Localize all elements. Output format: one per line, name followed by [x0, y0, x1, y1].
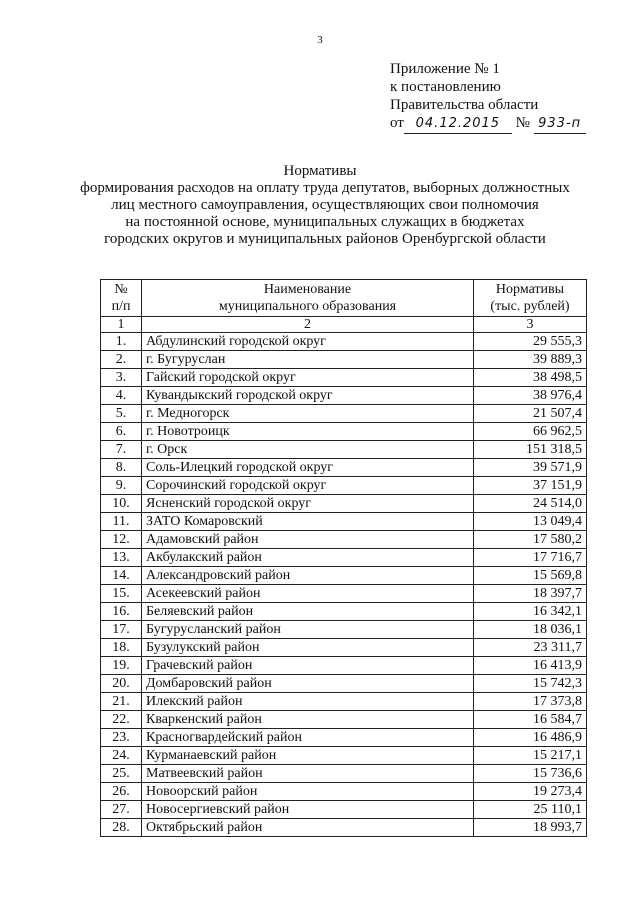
- row-number: 10.: [101, 495, 142, 513]
- row-number: 4.: [101, 387, 142, 405]
- row-value: 37 151,9: [474, 477, 587, 495]
- row-name: Октябрьский район: [142, 819, 474, 837]
- table-row: [101, 621, 587, 639]
- row-number: 16.: [101, 603, 142, 621]
- subtitle-line: на постоянной основе, муниципальных служащих в бюджетах: [125, 214, 525, 230]
- row-value: 16 486,9: [474, 729, 587, 747]
- row-value: 19 273,4: [474, 783, 587, 801]
- row-name: Гайский городской округ: [142, 369, 474, 387]
- row-number: 1.: [101, 333, 142, 351]
- table-row: [101, 531, 587, 549]
- table-row: [101, 459, 587, 477]
- row-name: Соль-Илецкий городской округ: [142, 459, 474, 477]
- row-value: 66 962,5: [474, 423, 587, 441]
- row-name: Новоорский район: [142, 783, 474, 801]
- table-row: [101, 675, 587, 693]
- row-value: 15 217,1: [474, 747, 587, 765]
- row-value: 39 571,9: [474, 459, 587, 477]
- row-name: Акбулакский район: [142, 549, 474, 567]
- row-number: 5.: [101, 405, 142, 423]
- row-value: 18 036,1: [474, 621, 587, 639]
- row-value: 29 555,3: [474, 333, 587, 351]
- row-value: 15 736,6: [474, 765, 587, 783]
- row-number: 13.: [101, 549, 142, 567]
- row-name: г. Медногорск: [142, 405, 474, 423]
- table-row: [101, 333, 587, 351]
- table-row: [101, 585, 587, 603]
- row-number: 2.: [101, 351, 142, 369]
- row-name: Кваркенский район: [142, 711, 474, 729]
- row-name: Беляевский район: [142, 603, 474, 621]
- row-number: 24.: [101, 747, 142, 765]
- row-name: Новосергиевский район: [142, 801, 474, 819]
- header-num: [101, 280, 142, 317]
- row-number: 3.: [101, 369, 142, 387]
- row-name: Александровский район: [142, 567, 474, 585]
- page-number: 3: [317, 34, 323, 46]
- row-number: 17.: [101, 621, 142, 639]
- row-number: 22.: [101, 711, 142, 729]
- table-row: [101, 801, 587, 819]
- row-value: 38 976,4: [474, 387, 587, 405]
- document-subtitle: [60, 180, 590, 248]
- row-name: Курманаевский район: [142, 747, 474, 765]
- row-value: 23 311,7: [474, 639, 587, 657]
- appendix-title: Приложение № 1: [390, 61, 500, 77]
- header-value-line2: (тыс. рублей): [490, 299, 570, 314]
- appendix-authority: Правительства области: [390, 97, 539, 113]
- row-value: 16 413,9: [474, 657, 587, 675]
- row-value: 24 514,0: [474, 495, 587, 513]
- row-name: г. Бугуруслан: [142, 351, 474, 369]
- row-name: Илекский район: [142, 693, 474, 711]
- row-name: Домбаровский район: [142, 675, 474, 693]
- table-row: [101, 351, 587, 369]
- row-number: 28.: [101, 819, 142, 837]
- table-row: [101, 495, 587, 513]
- row-number: 15.: [101, 585, 142, 603]
- table-row: [101, 783, 587, 801]
- row-value: 25 110,1: [474, 801, 587, 819]
- row-name: Адамовский район: [142, 531, 474, 549]
- row-name: Красногвардейский район: [142, 729, 474, 747]
- column-index: 1: [101, 317, 142, 333]
- row-value: 17 373,8: [474, 693, 587, 711]
- row-value: 38 498,5: [474, 369, 587, 387]
- row-value: 18 397,7: [474, 585, 587, 603]
- table-row: [101, 369, 587, 387]
- row-number: 19.: [101, 657, 142, 675]
- table-row: [101, 711, 587, 729]
- row-number: 25.: [101, 765, 142, 783]
- row-number: 9.: [101, 477, 142, 495]
- handwritten-date: 04.12.2015: [404, 115, 512, 134]
- appendix-date-line: [390, 114, 586, 134]
- row-value: 39 889,3: [474, 351, 587, 369]
- header-value-line1: Нормативы: [495, 282, 565, 297]
- column-index: 3: [474, 317, 587, 333]
- norms-table: [100, 279, 587, 837]
- row-value: 17 580,2: [474, 531, 587, 549]
- table-row: [101, 423, 587, 441]
- row-name: Матвеевский район: [142, 765, 474, 783]
- table-row: [101, 477, 587, 495]
- header-name-line1: Наименование: [263, 282, 352, 297]
- row-number: 7.: [101, 441, 142, 459]
- row-value: 15 569,8: [474, 567, 587, 585]
- from-label: от: [390, 115, 404, 131]
- table-row: [101, 405, 587, 423]
- row-name: Бугурусланский район: [142, 621, 474, 639]
- document-title: Нормативы: [283, 163, 357, 179]
- table-row: [101, 567, 587, 585]
- header-name-line2: муниципального образования: [218, 299, 397, 314]
- table-row: [101, 387, 587, 405]
- row-value: 18 993,7: [474, 819, 587, 837]
- row-name: Бузулукский район: [142, 639, 474, 657]
- column-index-row: [101, 317, 587, 333]
- table-row: [101, 603, 587, 621]
- header-name: [142, 280, 474, 317]
- row-number: 20.: [101, 675, 142, 693]
- row-name: г. Новотроицк: [142, 423, 474, 441]
- row-value: 17 716,7: [474, 549, 587, 567]
- row-name: Ясненский городской округ: [142, 495, 474, 513]
- table-row: [101, 729, 587, 747]
- table-row: [101, 819, 587, 837]
- table-row: [101, 549, 587, 567]
- row-number: 26.: [101, 783, 142, 801]
- number-label: №: [515, 115, 530, 131]
- row-name: Кувандыкский городской округ: [142, 387, 474, 405]
- row-number: 18.: [101, 639, 142, 657]
- row-number: 27.: [101, 801, 142, 819]
- row-number: 12.: [101, 531, 142, 549]
- row-name: Асекеевский район: [142, 585, 474, 603]
- row-value: 21 507,4: [474, 405, 587, 423]
- header-num-line2: п/п: [111, 299, 131, 314]
- appendix-block: [390, 60, 586, 134]
- row-number: 8.: [101, 459, 142, 477]
- table-row: [101, 639, 587, 657]
- column-index: 2: [142, 317, 474, 333]
- handwritten-number: 933-п: [534, 115, 586, 134]
- row-value: 151 318,5: [474, 441, 587, 459]
- row-number: 11.: [101, 513, 142, 531]
- row-name: Абдулинский городской округ: [142, 333, 474, 351]
- subtitle-line: формирования расходов на оплату труда депутатов, выборных должностных: [80, 180, 570, 196]
- table-header-row: [101, 280, 587, 317]
- table-row: [101, 441, 587, 459]
- table-row: [101, 765, 587, 783]
- appendix-ref: к постановлению: [390, 79, 501, 95]
- row-name: Грачевский район: [142, 657, 474, 675]
- row-number: 23.: [101, 729, 142, 747]
- table-row: [101, 657, 587, 675]
- subtitle-line: городских округов и муниципальных районов Оренбургской области: [104, 231, 546, 247]
- row-number: 14.: [101, 567, 142, 585]
- table-row: [101, 747, 587, 765]
- row-number: 21.: [101, 693, 142, 711]
- row-value: 15 742,3: [474, 675, 587, 693]
- header-value: [474, 280, 587, 317]
- header-num-line1: №: [114, 282, 128, 297]
- row-value: 13 049,4: [474, 513, 587, 531]
- subtitle-line: лиц местного самоуправления, осуществляющих свои полномочия: [111, 197, 539, 213]
- table-row: [101, 513, 587, 531]
- row-number: 6.: [101, 423, 142, 441]
- row-value: 16 342,1: [474, 603, 587, 621]
- row-name: Сорочинский городской округ: [142, 477, 474, 495]
- row-name: ЗАТО Комаровский: [142, 513, 474, 531]
- table-row: [101, 693, 587, 711]
- row-value: 16 584,7: [474, 711, 587, 729]
- row-name: г. Орск: [142, 441, 474, 459]
